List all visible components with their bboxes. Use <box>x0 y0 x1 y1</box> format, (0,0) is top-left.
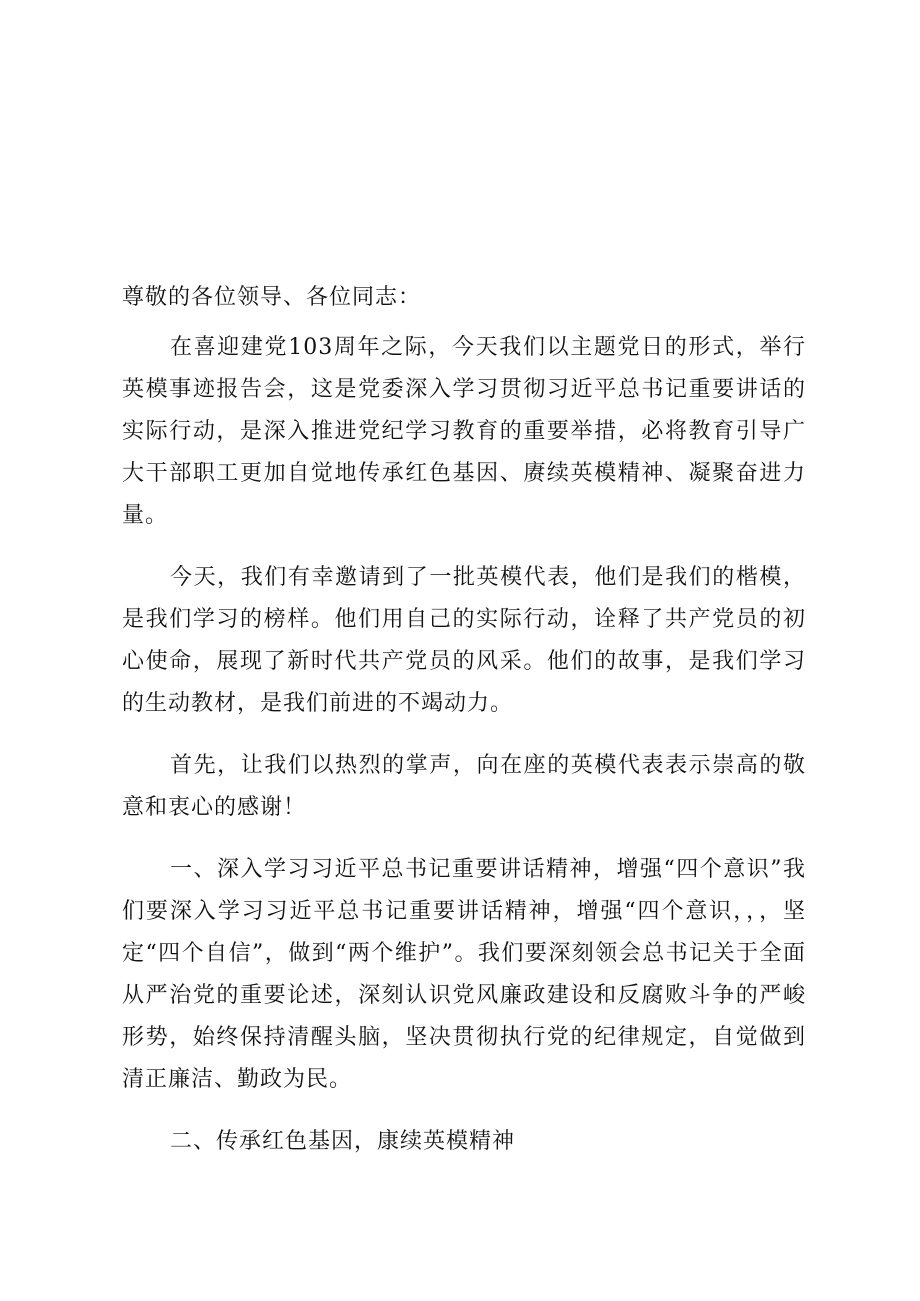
speech-body <box>122 277 806 1163</box>
paragraph-role-models: 今天，我们有幸邀请到了一批英模代表，他们是我们的楷模，是我们学习的榜样。他们用自己的实际行动，诠释了共产党员的初心使命，展现了新时代共产党员的风采。他们的故事，是我们学习的生动教材，是我们前进的不竭动力。 <box>122 565 806 716</box>
paragraph-opening: 在喜迎建党103周年之际，今天我们以主题党日的形式，举行英模事迹报告会，这是党委深入学习贯彻习近平总书记重要讲话的实际行动，是深入推进党纪学习教育的重要举措，必将教育引导广大干部职工更加自觉地传承红色基因、赓续英模精神、凝聚奋进力量。 <box>122 335 806 528</box>
paragraph-section-one: 一、深入学习习近平总书记重要讲话精神，增强“四个意识”我们要深入学习习近平总书记重要讲话精神，增强“四个意识，，，坚定“四个自信”，做到“两个维护”。我们要深刻领会总书记关于全面从严治党的重要论述，深刻认识党风廉政建设和反腐败斗争的严峻形势，始终保持清醒头脑，坚决贯彻执行党的纪律规定，自觉做到清正廉洁、勤政为民。 <box>122 857 806 1092</box>
salutation: 尊敬的各位领导、各位同志： <box>122 285 422 310</box>
paragraph-applause: 首先，让我们以热烈的掌声，向在座的英模代表表示崇高的敬意和衷心的感谢！ <box>122 753 806 820</box>
section-two-heading: 二、传承红色基因，康续英模精神 <box>170 1129 516 1154</box>
